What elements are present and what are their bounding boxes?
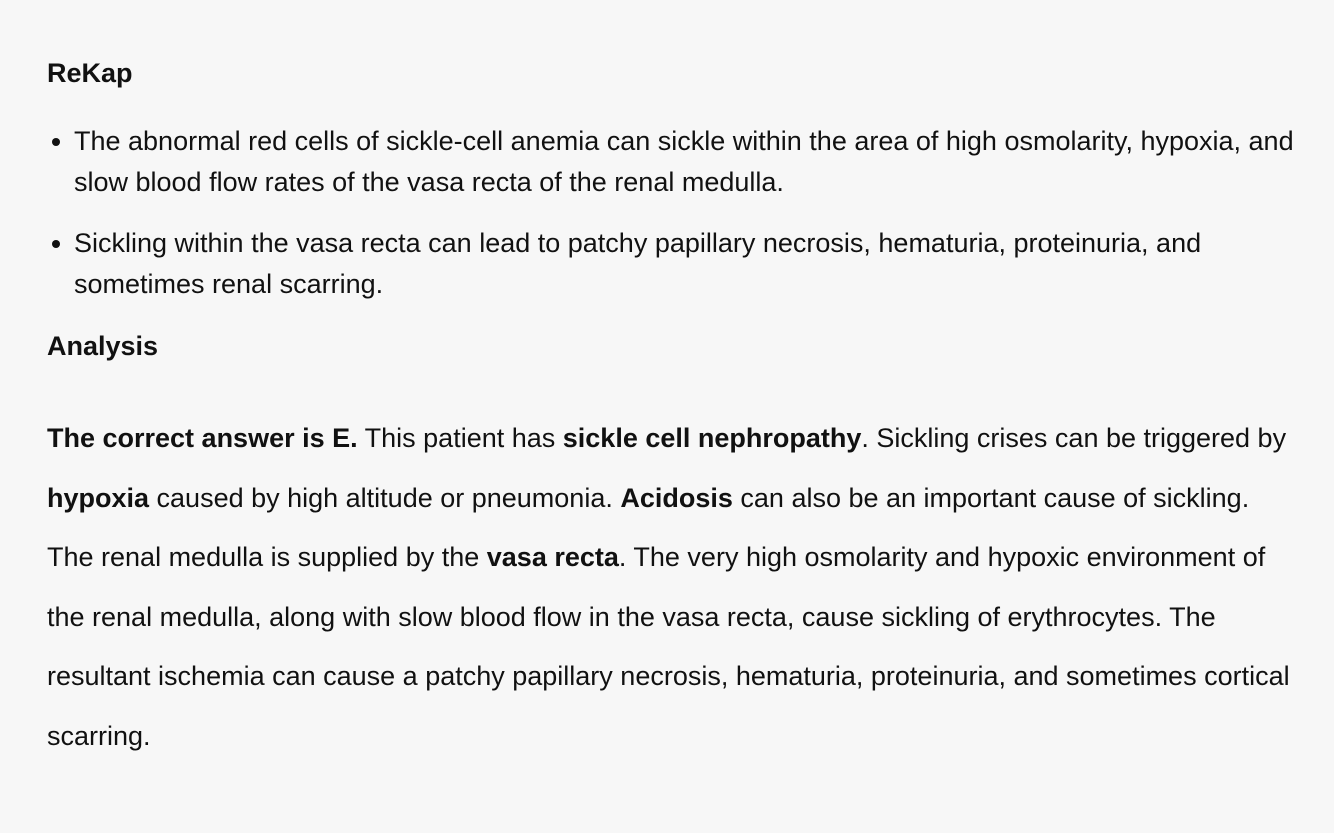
analysis-text: This patient has: [357, 423, 563, 453]
rekap-bullet-text: Sickling within the vasa recta can lead to patchy papillary necrosis, hematuria, proteinuria, and sometimes renal scarring.: [74, 228, 1202, 299]
rekap-bullet-list: [47, 121, 1314, 305]
bullet-icon: [52, 138, 60, 146]
analysis-text: . The very high osmolarity and hypoxic environment of the renal medulla, along with slow blood flow in the vasa recta, cause sickling of erythrocytes. The resultant ischemia can cause a patchy papillary necrosis, hematuria, proteinuria, and sometimes cortical scarring.: [47, 542, 1290, 751]
bullet-icon: [52, 240, 60, 248]
analysis-heading: Analysis: [47, 331, 159, 361]
correct-answer-statement: The correct answer is E.: [47, 423, 358, 453]
rekap-bullet-item: [47, 223, 1314, 305]
key-term-hypoxia: hypoxia: [47, 482, 150, 513]
rekap-bullet-item: [47, 121, 1314, 203]
key-term-vasa-recta: vasa recta: [486, 542, 619, 572]
rekap-bullet-text: The abnormal red cells of sickle-cell anemia can sickle within the area of high osmolarity, hypoxia, and slow blood flow rates of the vasa recta of the renal medulla.: [74, 126, 1294, 197]
analysis-paragraph: [47, 409, 1297, 766]
analysis-text: . Sickling crises can be triggered by: [861, 423, 1287, 453]
analysis-text: can also be an important cause of sickling. The renal medulla is supplied by the: [47, 482, 1250, 572]
key-term-acidosis: Acidosis: [620, 482, 733, 513]
analysis-text: caused by high altitude or pneumonia.: [149, 482, 621, 513]
key-term-sickle-cell-nephropathy: sickle cell nephropathy: [562, 423, 862, 453]
rekap-heading: ReKap: [47, 58, 133, 88]
